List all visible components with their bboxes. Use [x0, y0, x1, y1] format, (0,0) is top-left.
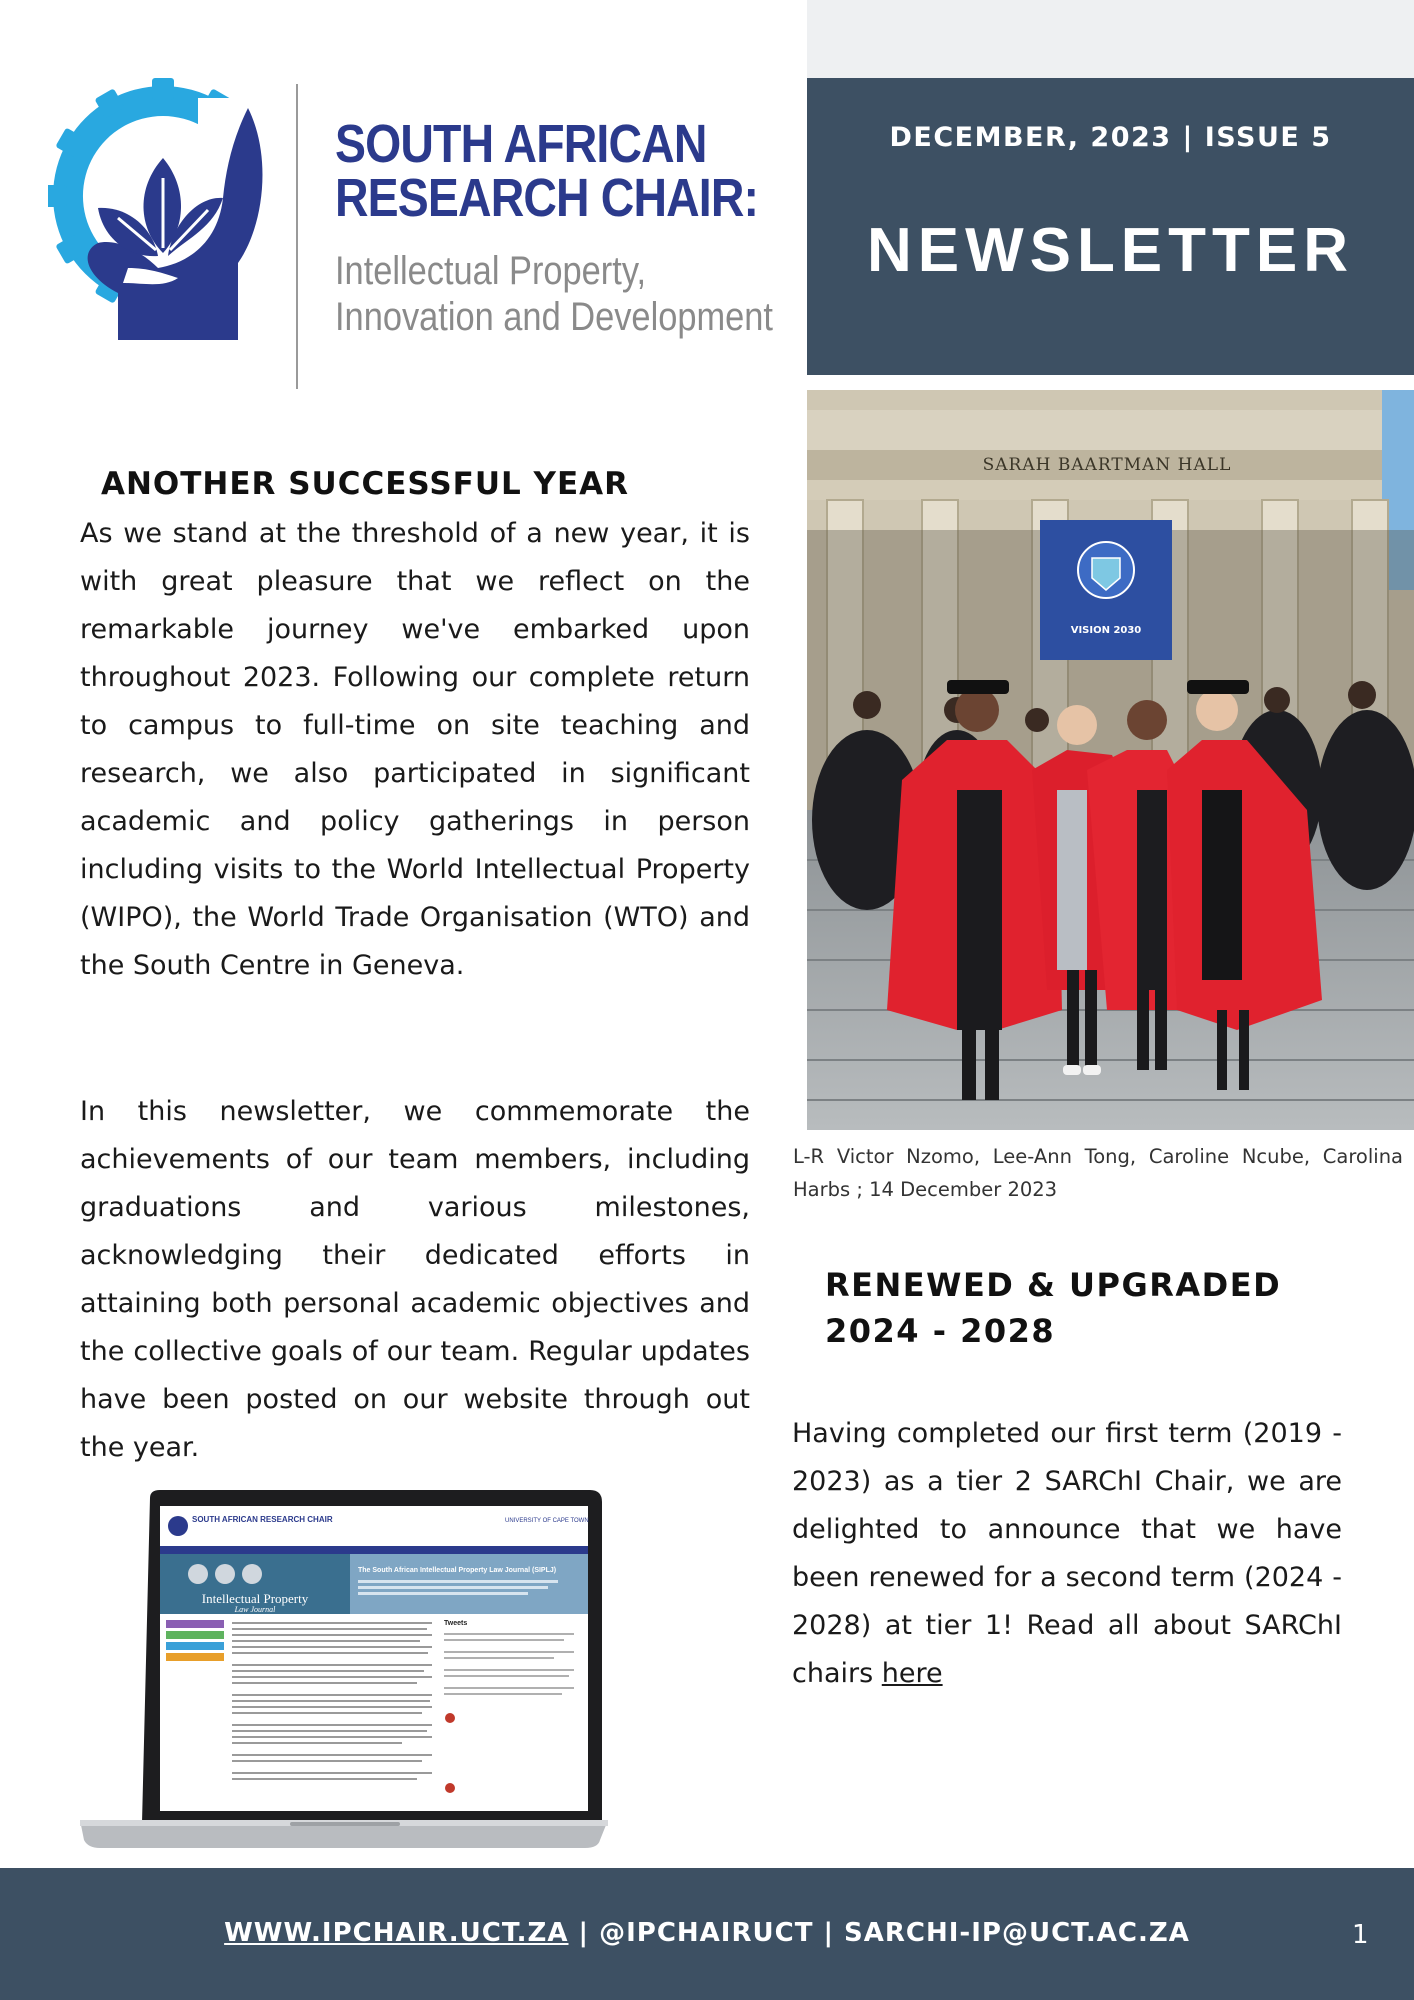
svg-text:SOUTH AFRICAN RESEARCH CHAIR: SOUTH AFRICAN RESEARCH CHAIR [192, 1515, 333, 1524]
svg-text:Intellectual Property: Intellectual Property [201, 1591, 309, 1606]
svg-text:Law Journal: Law Journal [234, 1605, 276, 1614]
page-number: 1 [1352, 1920, 1369, 1950]
renewed-paragraph-text: Having completed our first term (2019 - 2023) as a tier 2 SARChI Chair, we are delighted to announce that we have been renewed for a second term (2024 - 2028) at tier 1! Read all about SARChI chairs [792, 1418, 1342, 1689]
footer-separator: | [813, 1918, 845, 1948]
article-heading: ANOTHER SUCCESSFUL YEAR [101, 466, 630, 502]
email-address[interactable]: SARCHI-IP@UCT.AC.ZA [844, 1918, 1190, 1948]
svg-text:The South African Intellectual: The South African Intellectual Property Law Journal (SIPLJ) [358, 1567, 557, 1574]
header-top-strip [807, 0, 1414, 78]
logo-title-line2: RESEARCH CHAIR: [335, 168, 759, 228]
renewed-heading [825, 1262, 1385, 1354]
newsletter-title: NEWSLETTER [866, 216, 1355, 285]
twitter-handle[interactable]: @IPCHAIRUCT [599, 1918, 814, 1948]
renewed-paragraph [792, 1410, 1342, 1698]
svg-text:Tweets: Tweets [444, 1620, 468, 1627]
issue-date: DECEMBER, 2023 | ISSUE 5 [889, 122, 1332, 153]
logo-divider [296, 84, 298, 389]
building-sign: SARAH BAARTMAN HALL [982, 455, 1232, 475]
footer-contact [0, 1918, 1414, 1948]
article-paragraph-2: In this newsletter, we commemorate the achievements of our team members, including graduations and various milestones, acknowledging their dedicated efforts in attaining both personal academic objectives and the collective goals of our team. Regular updates have been posted on our website through out the year. [80, 1096, 750, 1463]
logo-subtitle-line2: Innovation and Development [335, 295, 773, 339]
logo-title-line1: SOUTH AFRICAN [335, 114, 707, 174]
svg-text:UNIVERSITY OF CAPE TOWN: UNIVERSITY OF CAPE TOWN [505, 1518, 589, 1524]
sarchi-logo-icon [48, 78, 278, 348]
renewed-heading-line2: 2024 - 2028 [825, 1312, 1056, 1350]
graduation-photo [807, 390, 1414, 1130]
renewed-heading-line1: RENEWED & UPGRADED [825, 1266, 1282, 1304]
sarchi-chairs-link[interactable]: here [881, 1658, 943, 1689]
footer-separator: | [568, 1918, 600, 1948]
laptop-website-image [80, 1488, 608, 1852]
photo-caption: L-R Victor Nzomo, Lee-Ann Tong, Caroline Ncube, Carolina Harbs ; 14 December 2023 [793, 1145, 1403, 1201]
logo-subtitle-line1: Intellectual Property, [335, 249, 647, 293]
website-link[interactable]: WWW.IPCHAIR.UCT.ZA [224, 1918, 569, 1948]
article-paragraph-1: As we stand at the threshold of a new year, it is with great pleasure that we reflect on the remarkable journey we've embarked upon throughout 2023. Following our complete return to campus to full-time on site teaching and research, we also participated in significant academic and policy gatherings in person including visits to the World Intellectual Property (WIPO), the World Trade Organisation (WTO) and the South Centre in Geneva. [80, 518, 750, 981]
banner-text: VISION 2030 [1070, 625, 1142, 636]
